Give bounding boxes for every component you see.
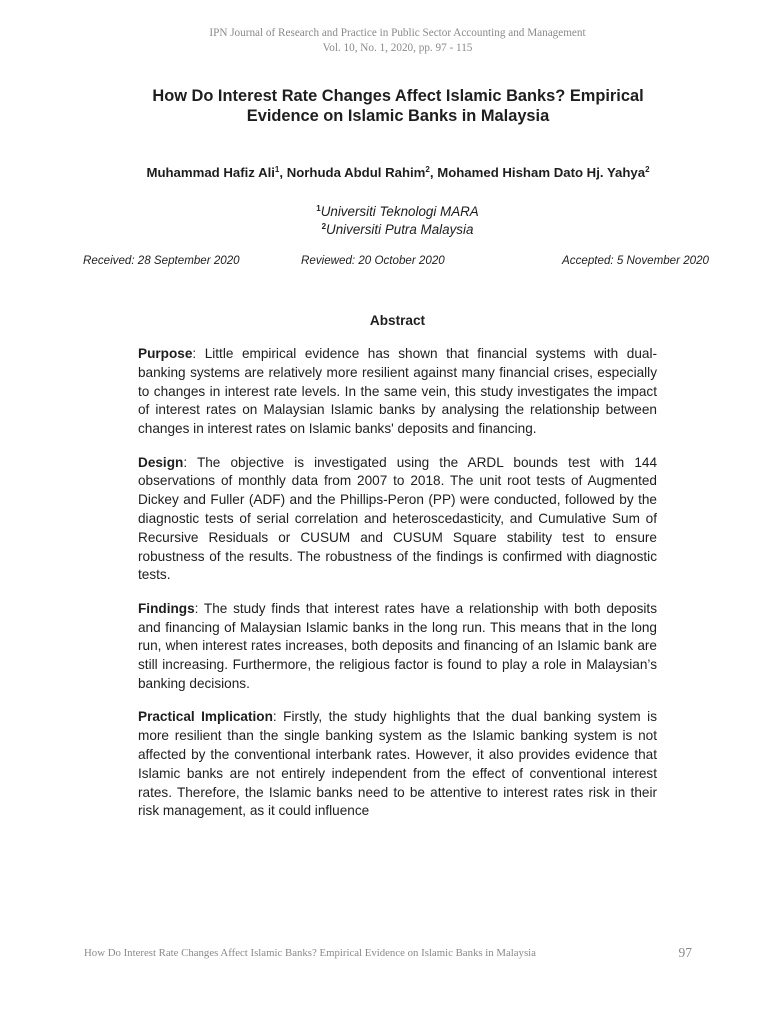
abstract-section-design [138,454,657,586]
author-name: Norhuda Abdul Rahim [286,165,426,180]
date-received: Received: 28 September 2020 [83,254,240,267]
affiliation-mark: 2 [425,165,430,174]
running-title: How Do Interest Rate Changes Affect Islamic Banks? Empirical Evidence on Islamic Banks in Malaysia [84,947,536,959]
abstract-section-purpose [138,345,657,439]
title-line-2: Evidence on Islamic Banks in Malaysia [246,106,550,125]
abstract-section-practical-implication [138,708,657,821]
journal-name: IPN Journal of Research and Practice in Public Sector Accounting and Management [209,27,586,39]
section-label: Purpose [138,346,193,361]
author-name: Mohamed Hisham Dato Hj. Yahya [437,165,646,180]
affiliation [0,221,768,239]
author-separator: , [279,165,287,180]
section-text: : The study finds that interest rates have a relationship with both deposits and financing of Malaysian Islamic banks in the long run. This means that in the long run, when interest rates increases, both deposits and financing of an Islamic bank are still increasing. Furthermore, the religious factor is found to play a role in Malaysian’s banking decisions. [138,600,657,691]
author-list [60,165,736,181]
author [146,165,286,180]
abstract-heading: Abstract [369,313,426,328]
submission-dates [83,253,709,269]
page-number: 97 [678,945,692,960]
paper-title [90,87,706,126]
section-label: Design [138,454,184,470]
page-footer [84,945,692,963]
section-label: Practical Implication [138,709,273,725]
author [437,165,649,180]
author-separator: , [429,165,438,180]
journal-header [0,26,768,55]
title-line-1: How Do Interest Rate Changes Affect Islamic Banks? Empirical [152,87,644,105]
section-text: : Little empirical evidence has shown that financial systems with dual-banking systems are relatively more resilient against many financial crises, especially to changes in interest rate levels. In the same vein, this study investigates the impact of interest rates on Malaysian Islamic banks by analysing the relationship between changes in interest rates on Islamic banks' deposits and financing. [138,346,657,437]
author-name: Muhammad Hafiz Ali [146,165,275,180]
affiliations [0,203,768,239]
abstract-body [138,345,657,836]
affiliation [0,203,768,221]
date-reviewed: Reviewed: 20 October 2020 [301,254,445,267]
journal-volume: Vol. 10, No. 1, 2020, pp. 97 - 115 [322,41,473,54]
section-text: : Firstly, the study highlights that the dual banking system is more resilient than the single banking system as the Islamic banking system is not affected by the conventional interbank rates. However, it also provides evidence that Islamic banks are not entirely independent from the effect of conventional interest rates. Therefore, the Islamic banks need to be attentive to interest rates risk in their risk management, as it could influence [138,709,657,819]
author [287,165,438,180]
date-accepted: Accepted: 5 November 2020 [562,254,709,267]
section-label: Findings [138,600,195,616]
affiliation-name: Universiti Putra Malaysia [326,222,474,237]
affiliation-mark: 2 [321,222,327,231]
affiliation-name: Universiti Teknologi MARA [320,204,479,219]
affiliation-mark: 2 [645,165,650,174]
affiliation-mark: 1 [274,165,280,174]
abstract-section-findings [138,600,657,694]
affiliation-mark: 1 [316,204,321,213]
section-text: : The objective is investigated using the ARDL bounds test with 144 observations of monthly data from 2007 to 2018. The unit root tests of Augmented Dickey and Fuller (ADF) and the Phillips-Peron (PP) were conducted, followed by the diagnostic tests of serial correlation and heteroscedasticity, and Cumulative Sum of Recursive Residuals or CUSUM and CUSUM Square stability test to ensure robustness of the results. The robustness of the findings is confirmed with diagnostic tests. [138,454,657,583]
